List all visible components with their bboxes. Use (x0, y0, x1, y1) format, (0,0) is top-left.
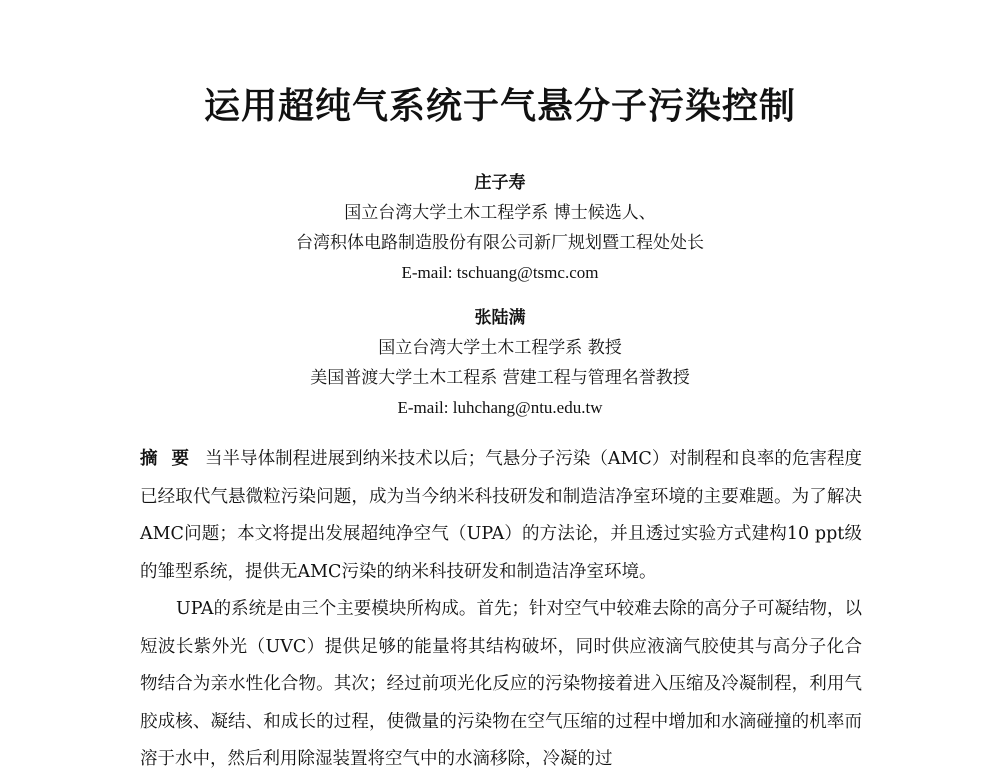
author-name: 张陆满 (474, 308, 526, 328)
author-name: 庄子寿 (474, 173, 526, 193)
abstract-paragraph-1 (140, 441, 862, 591)
author-affiliation: 国立台湾大学土木工程学系 教授 (378, 338, 622, 358)
author-block-1 (0, 168, 1000, 288)
abstract-label: 摘要 (140, 449, 204, 469)
author-email: E-mail: tschuang@tsmc.com (401, 263, 599, 282)
paper-title: 运用超纯气系统于气悬分子污染控制 (203, 85, 796, 127)
author-block-2 (0, 303, 1000, 423)
abstract-paragraph-2: UPA的系统是由三个主要模块所构成。首先；针对空气中较难去除的高分子可凝结物，以短波长紫外光（UVC）提供足够的能量将其结构破坏，同时供应液滴气胶使其与高分子化合物结合为亲水性化合物。其次；经过前项光化反应的污染物接着进入压缩及冷凝制程，利用气胶成核、凝结、和成长的过程，使微量的污染物在空气压缩的过程中增加和水滴碰撞的机率而溶于水中，然后利用除湿装置将空气中的水滴移除，冷凝的过 (140, 599, 862, 769)
abstract-text-1: 当半导体制程进展到纳米技术以后；气悬分子污染（AMC）对制程和良率的危害程度已经取代气悬微粒污染问题，成为当今纳米科技研发和制造洁净室环境的主要难题。为了解决AMC问题；本文将提出发展超纯净空气（UPA）的方法论，并且透过实验方式建构10 ppt级的雏型系统，提供无AMC污染的纳米科技研发和制造洁净室环境。 (140, 449, 862, 582)
author-email: E-mail: luhchang@ntu.edu.tw (397, 398, 603, 417)
author-affiliation: 国立台湾大学土木工程学系 博士候选人、 (344, 203, 656, 223)
abstract-section (140, 441, 862, 779)
author-affiliation: 台湾积体电路制造股份有限公司新厂规划暨工程处处长 (296, 233, 704, 253)
author-affiliation: 美国普渡大学土木工程系 营建工程与管理名誉教授 (310, 368, 690, 388)
